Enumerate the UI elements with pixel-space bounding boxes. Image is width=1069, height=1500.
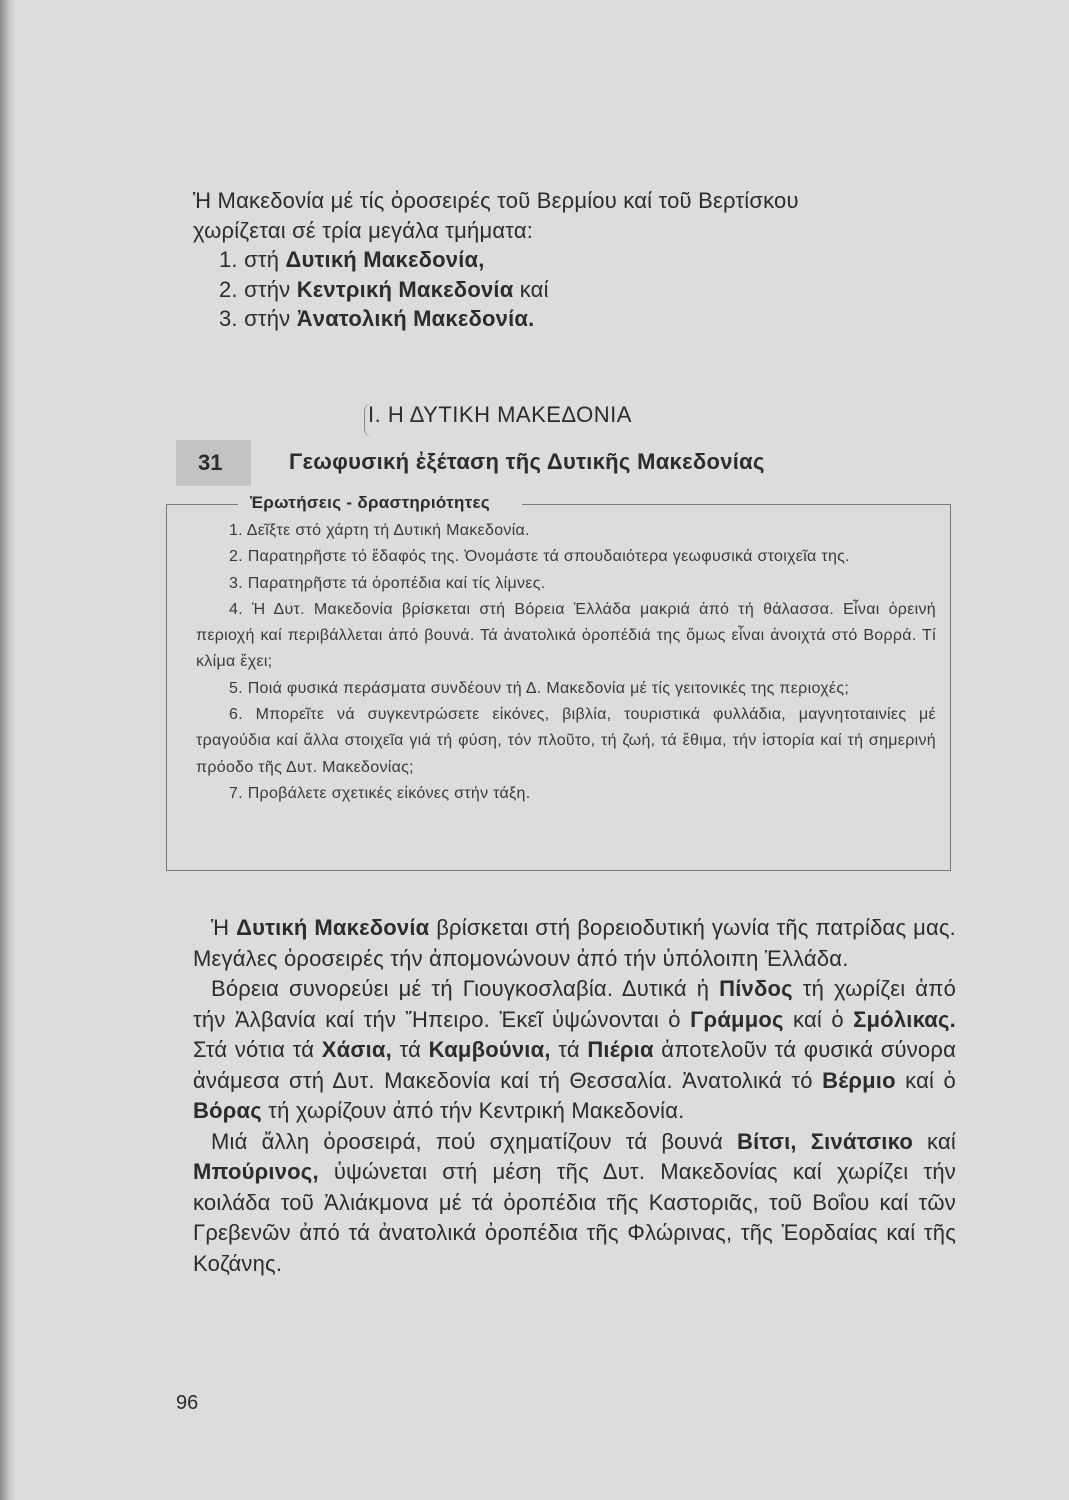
questions-box-top-border [522, 504, 951, 505]
intro-list-item: 3. στήν Ἀνατολική Μακεδονία. [219, 306, 535, 331]
section-title: I. Η ΔΥΤΙΚΗ ΜΑΚΕΔΟΝΙΑ [368, 402, 632, 427]
page-number: 96 [176, 1392, 199, 1414]
question-item: 7. Προβάλετε σχετικές εἰκόνες στήν τάξη. [229, 784, 531, 802]
question-item: 3. Παρατηρῆστε τά ὀροπέδια καί τίς λίμνες. [229, 574, 546, 592]
questions-box-top-border [166, 504, 238, 505]
question-item: 6. Μπορεῖτε νά συγκεντρώσετε εἰκόνες, βιβλία, τουριστικά φυλλάδια, μαγνητοταινίες μέ τραγούδια καί ἄλλα στοιχεῖα γιά τή φύση, τόν πλοῦτο, τή ζωή, τά ἔθιμα, τήν ἱστορία καί τή σημερινή πρόοδο τῆς Δυτ. Μακεδονίας; [196, 706, 936, 776]
lesson-number-badge [176, 440, 251, 486]
lesson-title: Γεωφυσική ἐξέταση τῆς Δυτικῆς Μακεδονίας [289, 449, 765, 474]
intro-list-item: 2. στήν Κεντρική Μακεδονία καί [219, 276, 549, 302]
questions-box-label: Ἐρωτήσεις - δραστηριότητες [246, 493, 494, 513]
body-text [193, 913, 956, 1279]
intro-text [193, 186, 973, 334]
lesson-number: 31 [198, 450, 223, 475]
body-paragraph-1: Ἡ Δυτική Μακεδονία βρίσκεται στή βορειοδυτική γωνία τῆς πατρίδας μας. Μεγάλες ὀροσειρές τήν ἀπομονώνουν ἀπό τήν ὑπόλοιπη Ἑλλάδα. [193, 915, 956, 971]
questions-list [196, 518, 936, 807]
intro-list-item: 1. στή Δυτική Μακεδονία, [219, 247, 485, 272]
book-spine-shadow [0, 0, 16, 1500]
question-item: 5. Ποιά φυσικά περάσματα συνδέουν τή Δ. Μακεδονία μέ τίς γειτονικές της περιοχές; [229, 679, 850, 697]
body-paragraph-3: Μιά ἄλλη ὀροσειρά, πού σχηματίζουν τά βουνά Βίτσι, Σινάτσικο καί Μπούρινος, ὑψώνεται στή μέση τῆς Δυτ. Μακεδονίας καί χωρίζει τήν κοιλάδα τοῦ Ἀλιάκμονα μέ τά ὀροπέδια τῆς Καστοριᾶς, τοῦ Βοΐου καί τῶν Γρεβενῶν ἀπό τά ἀνατολικά ὀροπέδια τῆς Φλώρινας, τῆς Ἐορδαίας καί τῆς Κοζάνης. [193, 1128, 956, 1276]
question-item: 4. Ἡ Δυτ. Μακεδονία βρίσκεται στή Βόρεια Ἑλλάδα μακριά ἀπό τή θάλασσα. Εἶναι ὀρεινή περιοχή καί περιβάλλεται ἀπό βουνά. Τά ἀνατολικά ὀροπέδιά της ὅμως εἶναι ἀνοιχτά στό Βορρά. Τί κλίμα ἔχει; [196, 600, 936, 671]
question-item: 1. Δεῖξτε στό χάρτη τή Δυτική Μακεδονία. [229, 522, 530, 539]
intro-line-2: χωρίζεται σέ τρία μεγάλα τμήματα: [193, 217, 534, 243]
body-paragraph-2: Βόρεια συνορεύει μέ τή Γιουγκοσλαβία. Δυτικά ἡ Πίνδος τή χωρίζει ἀπό τήν Ἀλβανία καί τήν Ἤπειρο. Ἐκεῖ ὑψώνονται ὁ Γράμμος καί ὁ Σμόλικας. Στά νότια τά Χάσια, τά Καμβούνια, τά Πιέρια ἀποτελοῦν τά φυσικά σύνορα ἀνάμεσα στή Δυτ. Μακεδονία καί τή Θεσσαλία. Ἀνατολικά τό Βέρμιο καί ὁ Βόρας τή χωρίζουν ἀπό τήν Κεντρική Μακεδονία. [193, 976, 957, 1123]
intro-line-1: Ἡ Μακεδονία μέ τίς ὀροσειρές τοῦ Βερμίου καί τοῦ Βερτίσκου [193, 188, 799, 213]
question-item: 2. Παρατηρῆστε τό ἔδαφός της. Ὀνομάστε τά σπουδαιότερα γεωφυσικά στοιχεῖα της. [229, 548, 850, 566]
